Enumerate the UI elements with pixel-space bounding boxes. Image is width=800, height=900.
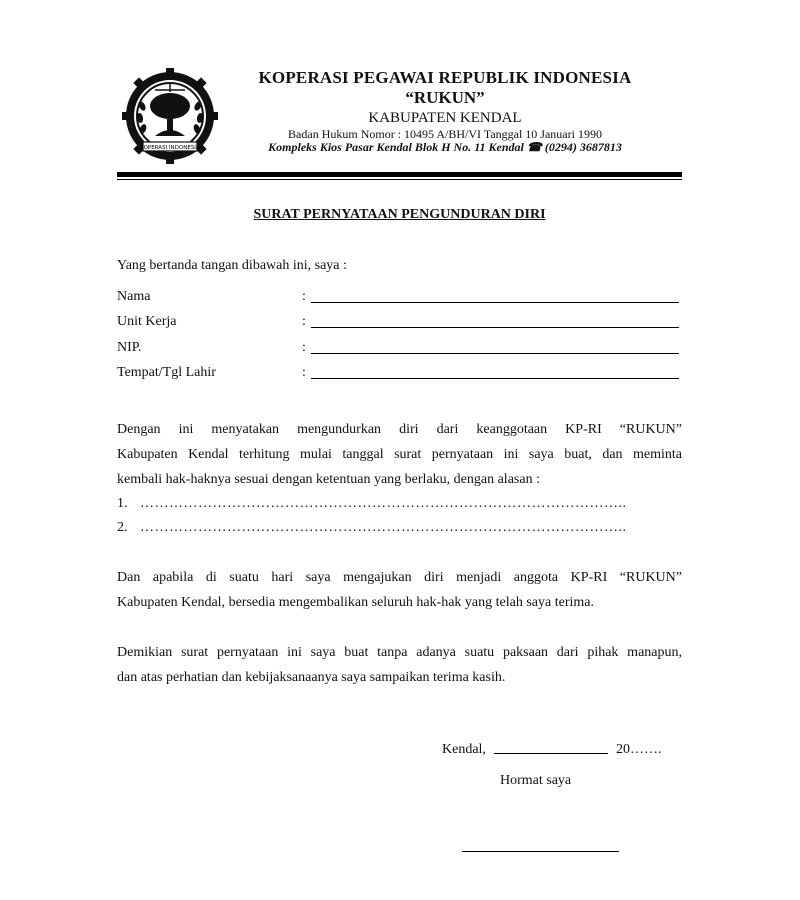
intro-text: Yang bertanda tangan dibawah ini, saya : — [117, 258, 347, 273]
paragraph3-line2: dan atas perhatian dan kebijaksanaanya saya sampaikan terima kasih. — [117, 670, 506, 685]
field-colon: : — [302, 365, 306, 380]
paragraph3-line1: Demikian surat pernyataan ini saya buat tanpa adanya suatu paksaan dari pihak manapun, — [117, 645, 682, 660]
reason-line-2[interactable]: ……………………………………………………………………………………….. — [140, 520, 627, 535]
signature-place: Kendal, — [442, 742, 486, 757]
field-label-nip: NIP. — [117, 340, 142, 355]
signature-line[interactable] — [462, 851, 619, 852]
header-divider-thick — [117, 172, 682, 177]
paragraph1-line1: Dengan ini menyatakan mengundurkan diri dari keanggotaan KP-RI “RUKUN” — [117, 422, 682, 437]
reason-number-2: 2. — [117, 520, 128, 535]
paragraph1-line3: kembali hak-haknya sesuai dengan ketentuan yang berlaku, dengan alasan : — [117, 472, 540, 487]
org-nickname: “RUKUN” — [405, 88, 485, 107]
signature-date-blank[interactable] — [494, 753, 608, 754]
field-line-unit-kerja[interactable] — [311, 327, 679, 328]
paragraph2-line1: Dan apabila di suatu hari saya mengajukan diri menjadi anggota KP-RI “RUKUN” — [117, 570, 682, 585]
org-address-line — [230, 140, 660, 155]
paragraph2-line2: Kabupaten Kendal, bersedia mengembalikan seluruh hak-hak yang telah saya terima. — [117, 595, 594, 610]
field-label-tempat-tgl-lahir: Tempat/Tgl Lahir — [117, 365, 216, 380]
logo-banner-text: KOPERASI INDONESIA — [140, 145, 200, 151]
field-line-tempat-tgl-lahir[interactable] — [311, 378, 679, 379]
telephone-icon: ☎ — [526, 140, 542, 154]
koperasi-emblem-logo — [115, 66, 225, 166]
field-colon: : — [302, 289, 306, 304]
org-name: KOPERASI PEGAWAI REPUBLIK INDONESIA — [258, 68, 632, 87]
reason-line-1[interactable]: ……………………………………………………………………………………….. — [140, 496, 627, 511]
signature-year: 20……. — [616, 742, 662, 757]
field-colon: : — [302, 314, 306, 329]
header-divider-thin — [117, 179, 682, 180]
signature-closing: Hormat saya — [500, 773, 572, 788]
field-colon: : — [302, 340, 306, 355]
org-region: KABUPATEN KENDAL — [368, 110, 522, 126]
org-phone: (0294) 3687813 — [544, 140, 622, 154]
org-legal: Badan Hukum Nomor : 10495 A/BH/VI Tanggal 10 Januari 1990 — [288, 127, 602, 141]
field-line-nama[interactable] — [311, 302, 679, 303]
field-label-unit-kerja: Unit Kerja — [117, 314, 177, 329]
document-title: SURAT PERNYATAAN PENGUNDURAN DIRI — [253, 207, 546, 222]
field-label-nama: Nama — [117, 289, 151, 304]
reason-number-1: 1. — [117, 496, 128, 511]
org-address: Kompleks Kios Pasar Kendal Blok H No. 11 Kendal — [268, 140, 524, 154]
paragraph1-line2: Kabupaten Kendal terhitung mulai tanggal surat pernyataan ini saya buat, dan meminta — [117, 447, 682, 462]
field-line-nip[interactable] — [311, 353, 679, 354]
